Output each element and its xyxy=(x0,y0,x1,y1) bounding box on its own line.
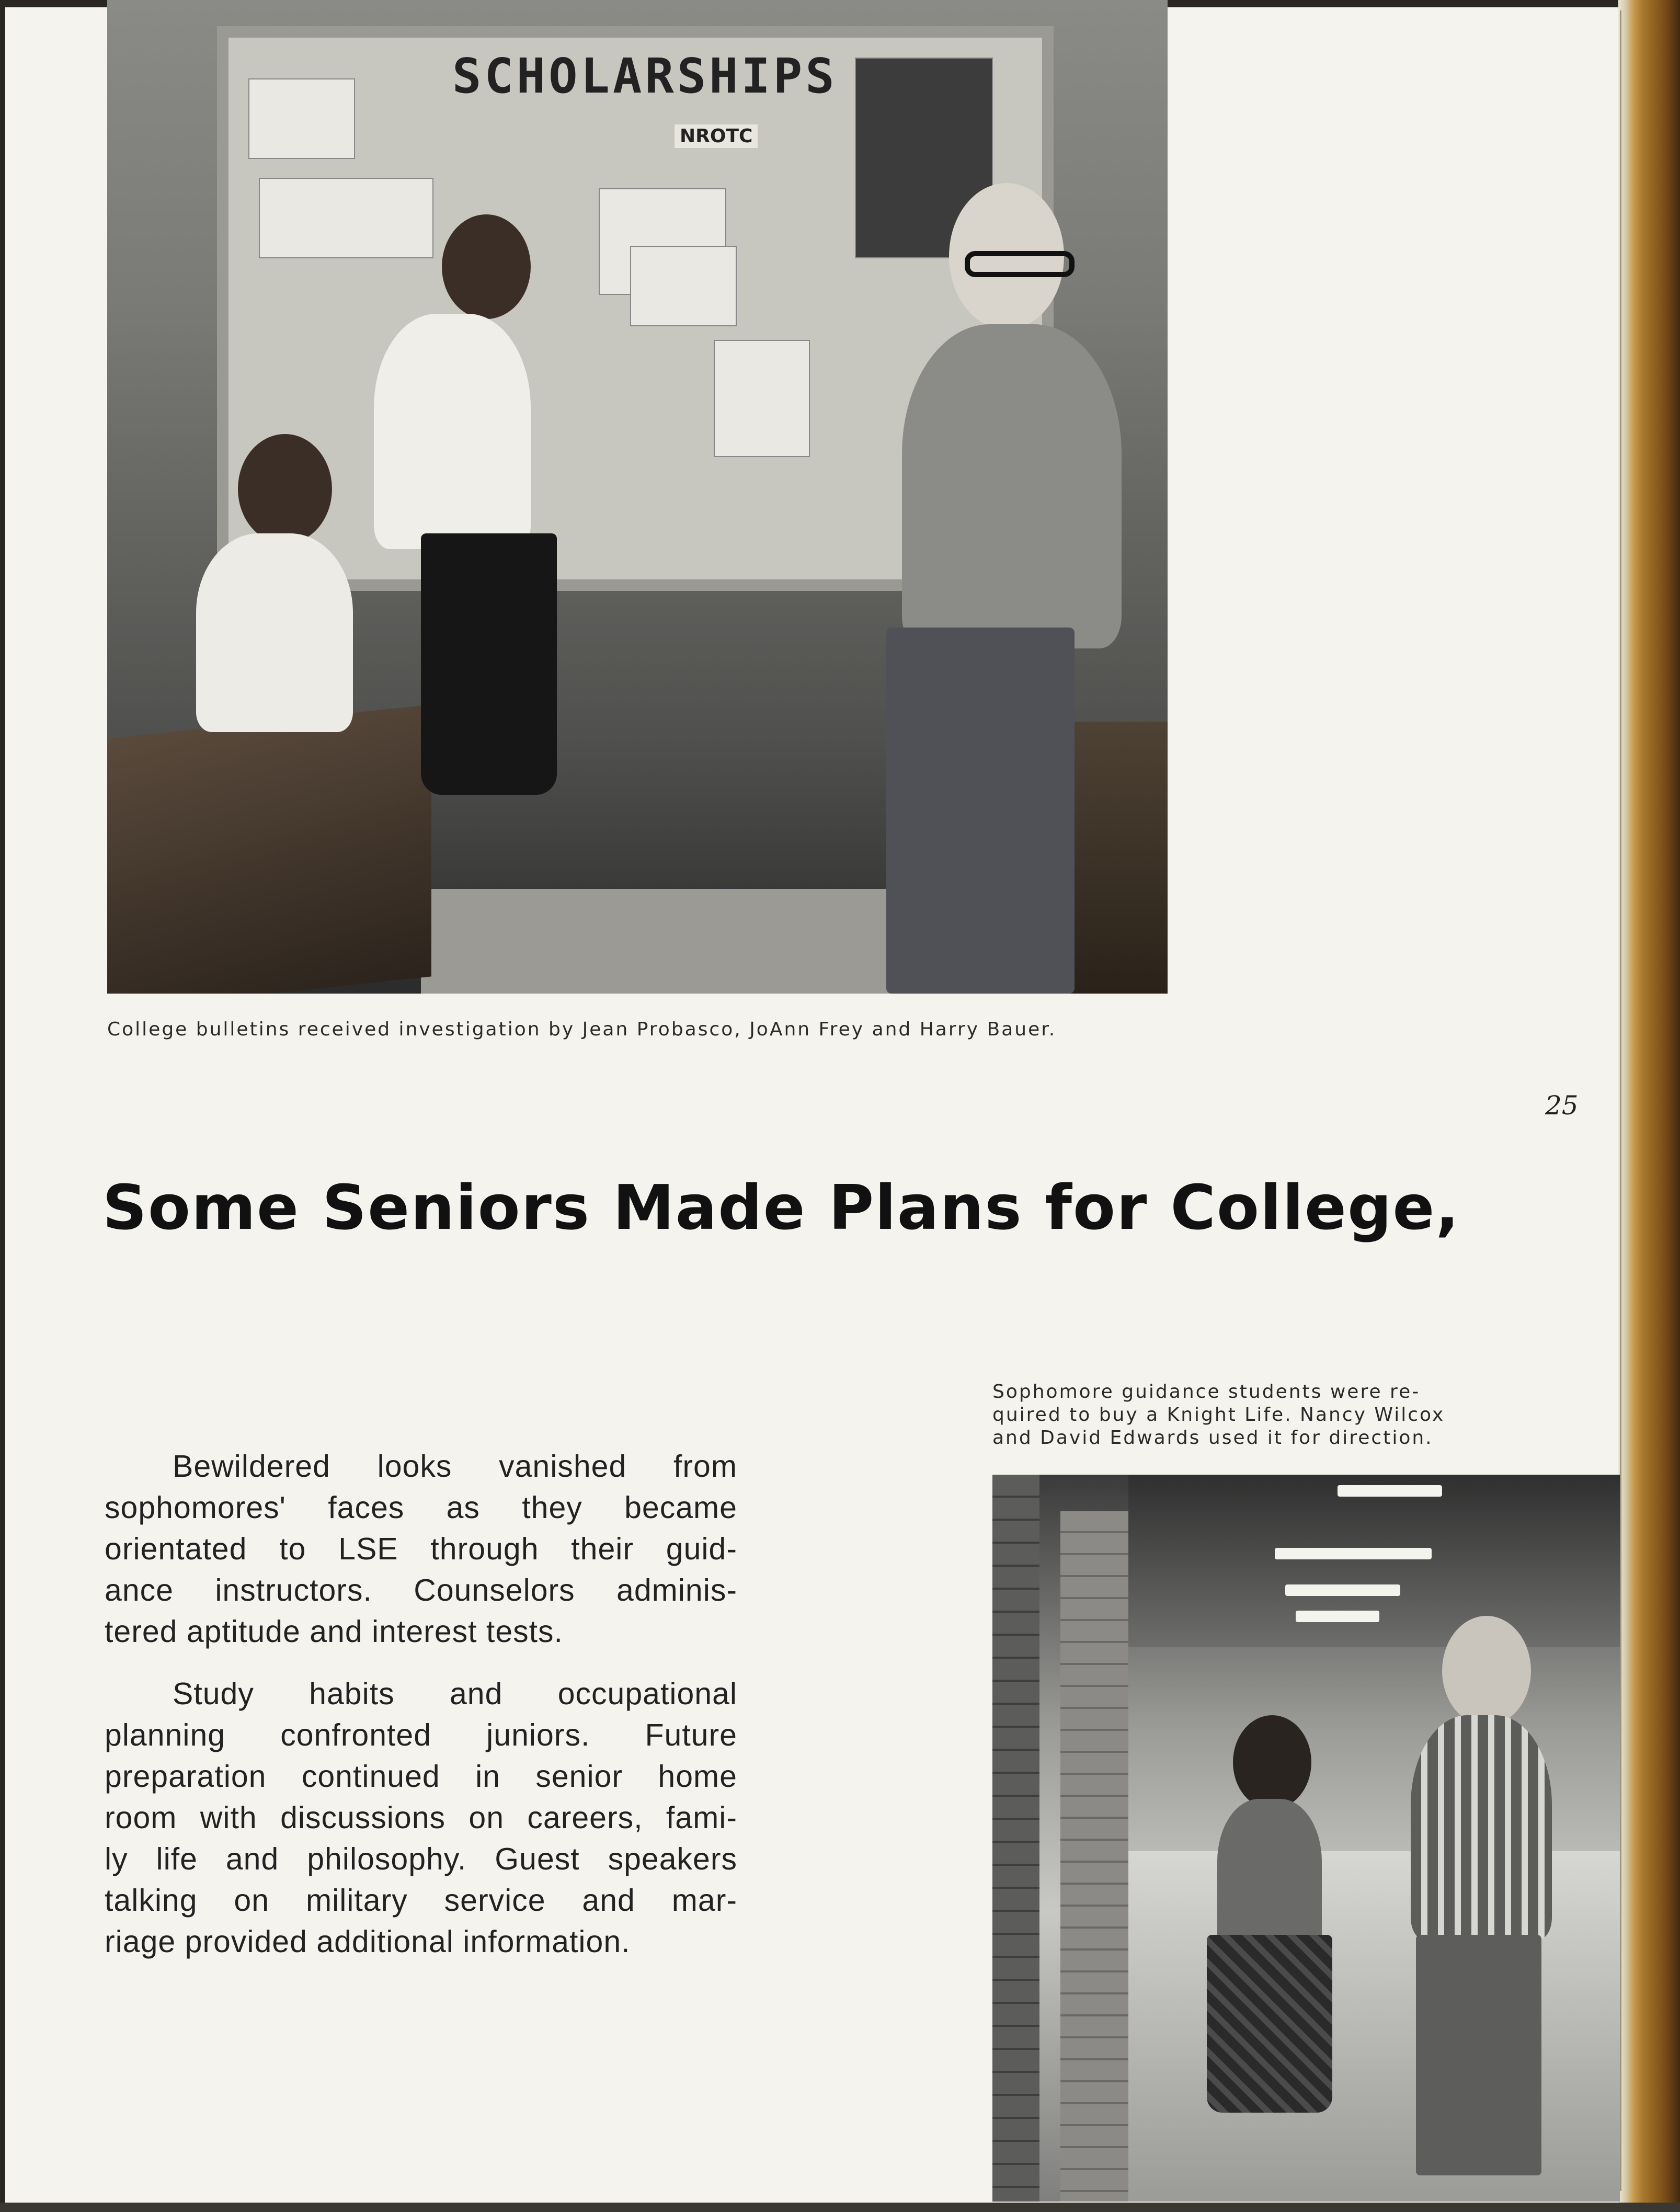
photo-caption-top: College bulletins received investigation by Jean Probasco, JoAnn Frey and Harry Bauer. xyxy=(107,1019,1057,1040)
desk xyxy=(107,704,431,994)
brick-wall xyxy=(1060,1511,1128,2202)
paragraph-line: orientated to LSE through their guid- xyxy=(105,1532,737,1566)
paragraph-line: tered aptitude and interest tests. xyxy=(105,1614,563,1649)
paragraph-line: ly life and philosophy. Guest speakers xyxy=(105,1842,737,1876)
page-edge-bottom xyxy=(0,2203,1680,2212)
paragraph-line: Study habits and occupational xyxy=(173,1677,737,1711)
spine-crease xyxy=(1620,10,1621,2191)
student-jeans xyxy=(886,628,1075,994)
photo-hallway-students xyxy=(992,1475,1620,2202)
paragraph-line: riage provided additional information. xyxy=(105,1924,631,1959)
article-body xyxy=(105,1446,737,1983)
poster xyxy=(248,78,355,159)
student-seated xyxy=(196,533,353,732)
student-skirt xyxy=(421,533,557,795)
poster xyxy=(714,340,810,457)
page-headline: Some Seniors Made Plans for College, xyxy=(102,1171,1460,1244)
page-edge-left xyxy=(0,0,5,2212)
student-boy xyxy=(1411,1715,1552,1940)
book-spine xyxy=(1618,0,1680,2212)
student-skirt xyxy=(1207,1935,1332,2113)
paragraph-line: Bewildered looks vanished from xyxy=(173,1449,737,1484)
student-head xyxy=(238,434,332,544)
caption-line: quired to buy a Knight Life. Nancy Wilcox xyxy=(992,1404,1445,1426)
ceiling-light xyxy=(1296,1611,1379,1622)
student-head xyxy=(1442,1616,1531,1726)
student-leaning xyxy=(902,324,1122,648)
paragraph xyxy=(105,1446,737,1652)
paragraph-line: sophomores' faces as they became xyxy=(105,1490,737,1525)
student-standing xyxy=(374,314,531,549)
paragraph-line: talking on military service and mar- xyxy=(105,1883,737,1918)
student-head xyxy=(442,214,531,319)
photo-caption-side xyxy=(992,1381,1492,1450)
brick-wall xyxy=(992,1475,1039,2202)
student-girl xyxy=(1217,1799,1322,1956)
photo-college-bulletins xyxy=(107,0,1168,994)
caption-line: Sophomore guidance students were re- xyxy=(992,1381,1421,1403)
student-trousers xyxy=(1416,1935,1541,2175)
poster xyxy=(630,246,737,326)
paragraph-line: room with discussions on careers, fami- xyxy=(105,1800,737,1835)
paragraph xyxy=(105,1673,737,1963)
glasses xyxy=(965,251,1075,277)
poster xyxy=(259,178,433,258)
caption-line: and David Edwards used it for direction. xyxy=(992,1427,1433,1449)
bulletin-board-title: SCHOLARSHIPS xyxy=(452,48,838,104)
bulletin-board-subtitle: NROTC xyxy=(675,124,758,148)
ceiling-light xyxy=(1338,1485,1442,1497)
ceiling-light xyxy=(1275,1548,1432,1559)
paragraph-line: ance instructors. Counselors adminis- xyxy=(105,1573,737,1607)
student-head xyxy=(1233,1715,1311,1809)
page-number: 25 xyxy=(1545,1090,1579,1121)
ceiling-light xyxy=(1285,1584,1400,1596)
paragraph-line: planning confronted juniors. Future xyxy=(105,1718,737,1752)
paragraph-line: preparation continued in senior home xyxy=(105,1759,737,1794)
